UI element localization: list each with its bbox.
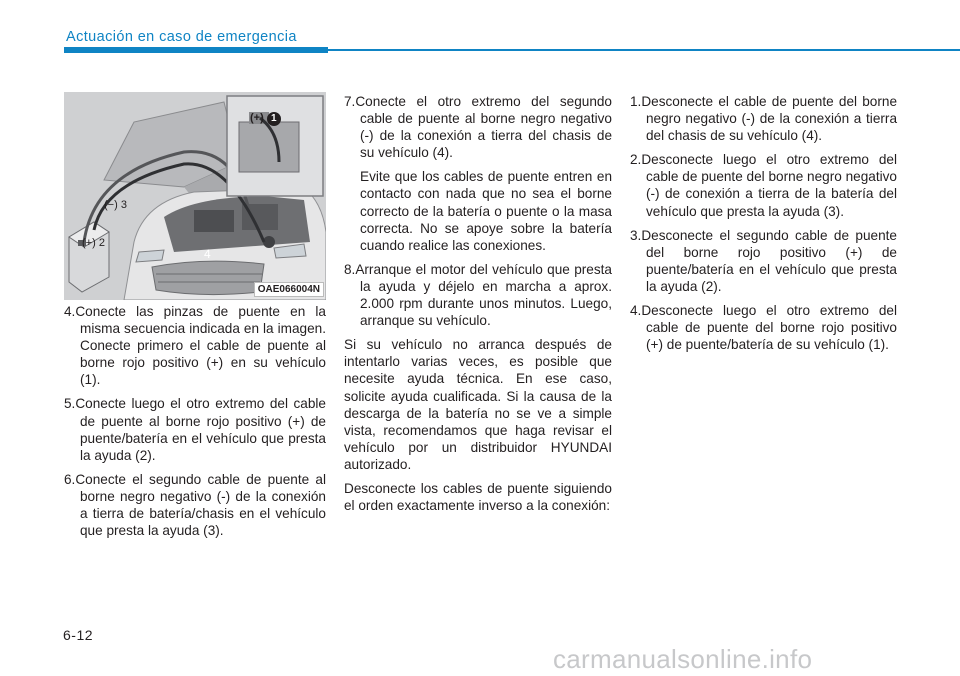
disconnect-step-4: 4.Desconecte luego el otro extremo del cable de puente del borne rojo positivo (+) de puente/batería de su vehículo (1). (630, 303, 897, 353)
callout-plus-2 (82, 237, 105, 249)
callout-2-label: 2 (98, 237, 105, 249)
callout-plus-label: (+) (250, 112, 264, 124)
callout-1-label: 1 (267, 112, 281, 126)
page-number: 6-12 (63, 627, 94, 643)
callout-minus-label: (−) (104, 199, 118, 211)
column-2 (344, 93, 612, 521)
callout-plus-label: (+) (82, 237, 96, 249)
step-7: 7.Conecte el otro extremo del segundo cable de puente al borne negro negativo (-) de la conexión a tierra del chasis de su vehículo (4). (344, 94, 612, 161)
disconnect-step-3: 3.Desconecte el segundo cable de puente del borne rojo positivo (+) de puente/batería en el vehículo que presta la ayuda (2). (630, 227, 897, 294)
disconnect-step-2: 2.Desconecte luego el otro extremo del cable de puente del borne negro negativo (-) de conexión a tierra de la batería del vehículo que presta la ayuda (3). (630, 152, 897, 219)
header-accent-bar (64, 47, 328, 53)
header-rule (328, 49, 960, 51)
step-8: 8.Arranque el motor del vehículo que presta la ayuda y déjelo en marcha a aprox. 2.000 rpm durante unos minutos. Luego, arranque su vehículo. (344, 261, 612, 329)
disconnect-step-1: 1.Desconecte el cable de puente del borne negro negativo (-) de la conexión a tierra del chasis de su vehículo (4). (630, 94, 897, 144)
jump-start-illustration (64, 92, 326, 300)
step-4: 4.Conecte las pinzas de puente en la misma secuencia indicada en la imagen. Conecte primero el cable de puente al borne rojo positivo (+) en su vehículo (1). (64, 304, 326, 388)
callout-minus-3 (104, 199, 127, 211)
step-6: 6.Conecte el segundo cable de puente al borne negro negativo (-) de la conexión a tierra de batería/chasis en el vehículo que presta la ayuda (3). (64, 471, 326, 539)
callout-4 (204, 247, 211, 261)
callout-plus-1 (250, 112, 281, 126)
section-title: Actuación en caso de emergencia (66, 29, 297, 45)
figure-code: OAE066004N (254, 282, 324, 297)
step-7-note: Evite que los cables de puente entren en contacto con nada que no sea el borne correcto de la batería o puente o la masa correcta. No se apoye sobre la batería cuando realice las conexiones. (360, 169, 612, 253)
car-engine-drawing (64, 92, 326, 300)
no-start-paragraph: Si su vehículo no arranca después de intentarlo varias veces, es posible que necesite ayuda técnica. En ese caso, solicite ayuda cualificada. Si la causa de la descarga de la batería no se ve a simple vista, recomendamos que haga revisar el vehículo por un distribuidor HYUNDAI autorizado. (344, 337, 612, 472)
disconnect-intro: Desconecte los cables de puente siguiendo el orden exactamente inverso a la conexión: (344, 480, 612, 514)
callout-4-label: 4 (204, 247, 211, 261)
column-3 (630, 93, 897, 360)
step-5: 5.Conecte luego el otro extremo del cable de puente al borne rojo positivo (+) de puente/batería en el vehículo que presta la ayuda (2). (64, 396, 326, 463)
callout-3-label: 3 (120, 199, 127, 211)
watermark: carmanualsonline.info (553, 644, 813, 674)
column-1 (64, 303, 326, 546)
